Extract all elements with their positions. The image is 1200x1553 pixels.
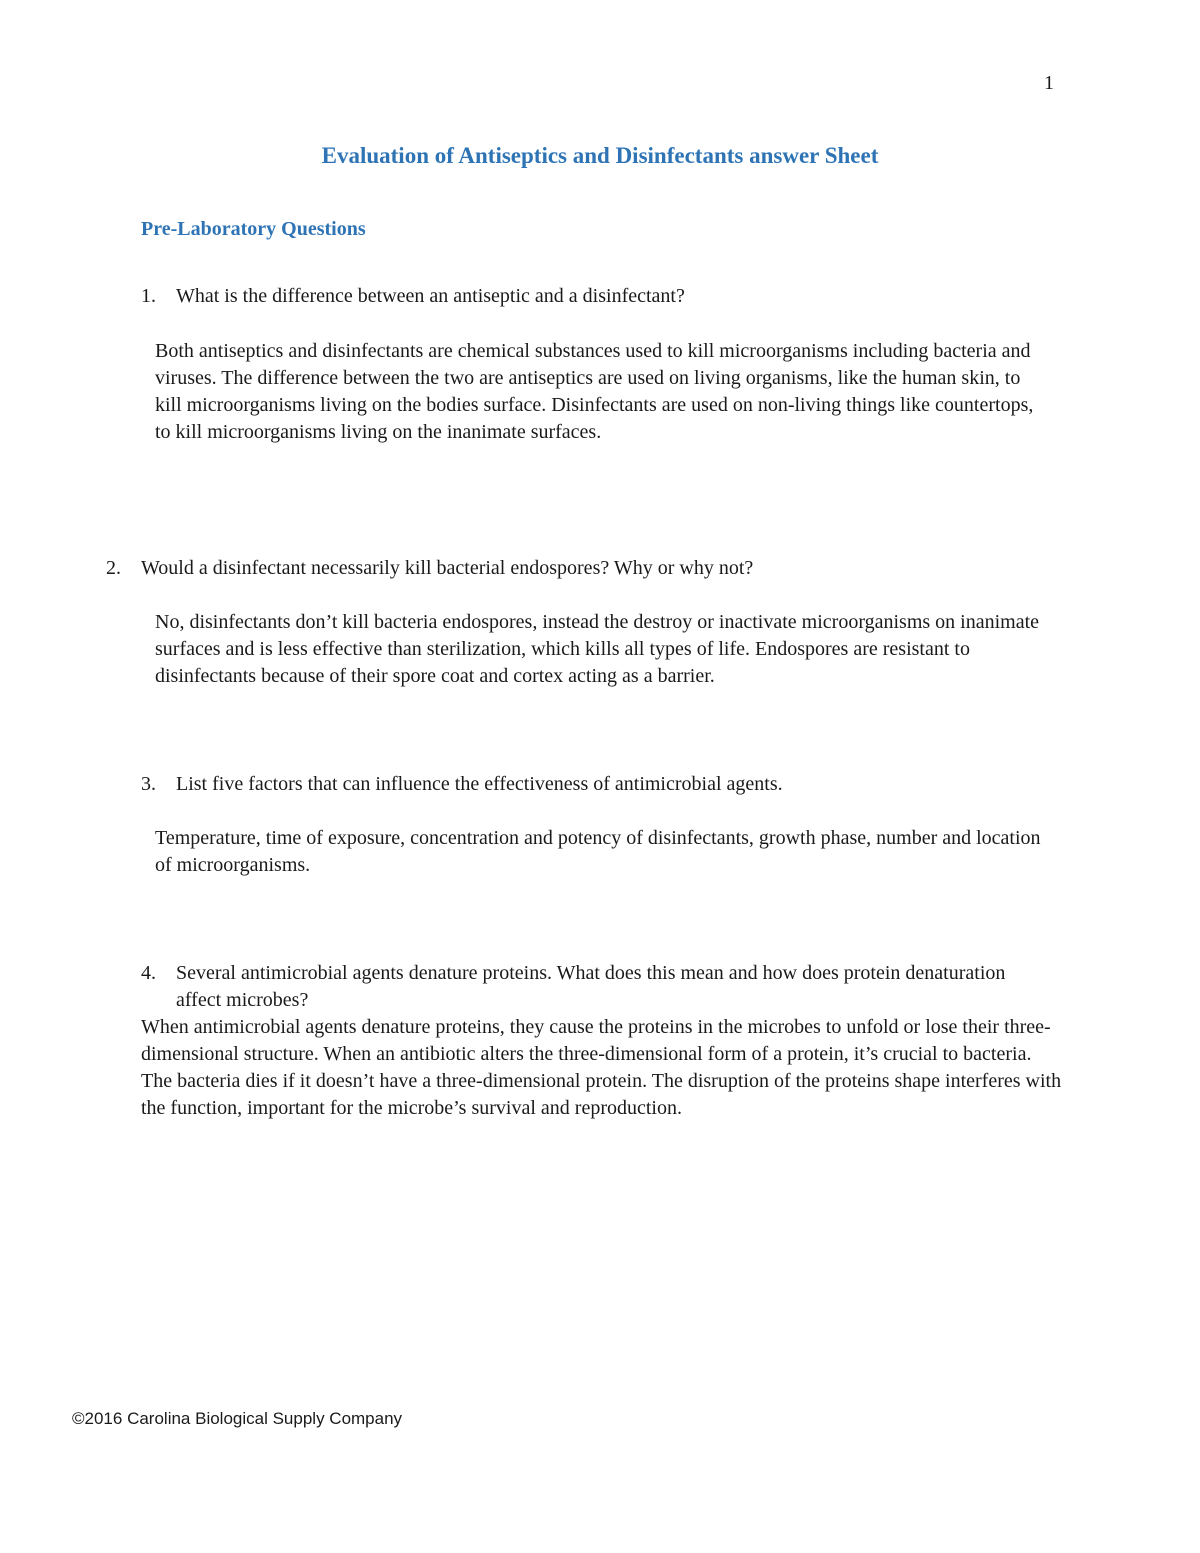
answer-2: No, disinfectants don’t kill bacteria endospores, instead the destroy or inactivate microorganisms on inanimate surfaces and is less effective than sterilization, which kills all types of life. Endospores are resistant to disinfectants because of their spore coat and cortex acting as a barrier.	[155, 611, 1040, 687]
question-number: 1.	[141, 285, 156, 307]
question-text: List five factors that can influence the effectiveness of antimicrobial agents.	[176, 773, 783, 795]
copyright-footer: ©2016 Carolina Biological Supply Company	[72, 1409, 403, 1428]
answer-1: Both antiseptics and disinfectants are chemical substances used to kill microorganisms including bacteria and viruses. The difference between the two are antiseptics are used on living organisms, like the human skin, to kill microorganisms living on the bodies surface. Disinfectants are used on non-living things like countertops, to kill microorganisms living on the inanimate surfaces.	[155, 340, 1034, 443]
question-text: What is the difference between an antiseptic and a disinfectant?	[176, 285, 685, 307]
question-number: 4.	[141, 962, 156, 984]
answer-4: When antimicrobial agents denature proteins, they cause the proteins in the microbes to unfold or lose their three-dimensional structure. When an antibiotic alters the three-dimensional form of a protein, it’s crucial to bacteria. The bacteria dies if it doesn’t have a three-dimensional protein. The disruption of the proteins shape interferes with the function, important for the microbe’s survival and reproduction.	[141, 1016, 1062, 1119]
page-number: 1	[1044, 72, 1054, 94]
question-number: 2.	[106, 557, 121, 579]
question-text: Several antimicrobial agents denature proteins. What does this mean and how does protein denaturation affect microbes?	[176, 962, 1006, 1011]
question-number: 3.	[141, 773, 156, 795]
section-heading: Pre-Laboratory Questions	[141, 218, 366, 240]
document-title: Evaluation of Antiseptics and Disinfectants answer Sheet	[321, 143, 879, 168]
answer-3: Temperature, time of exposure, concentration and potency of disinfectants, growth phase, number and location of microorganisms.	[155, 827, 1041, 876]
question-text: Would a disinfectant necessarily kill bacterial endospores? Why or why not?	[141, 557, 754, 579]
